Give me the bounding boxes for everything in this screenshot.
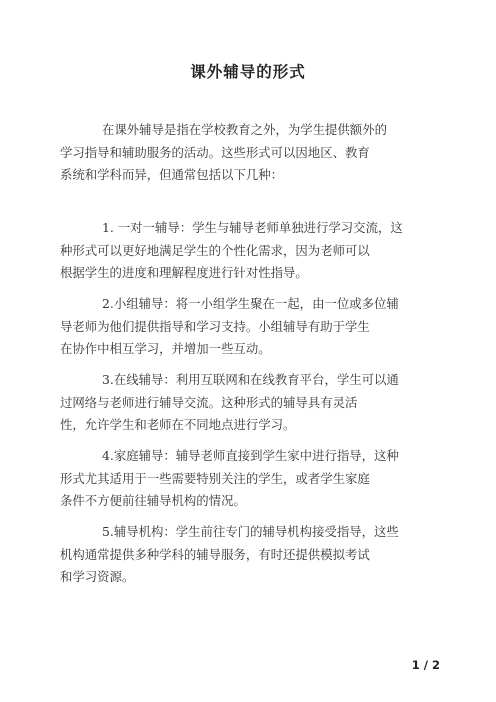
item-line: 根据学生的进度和理解程度进行针对性指导。 <box>60 265 308 280</box>
document-title: 课外辅导的形式 <box>190 63 306 81</box>
item-line: 和学习资源。 <box>60 569 135 584</box>
intro-line: 系统和学科而异，但通常包括以下几种： <box>60 167 284 182</box>
list-item-online <box>60 369 440 437</box>
item-line: 过网络与老师进行辅导交流。这种形式的辅导具有灵活 <box>60 394 358 410</box>
item-line: 形式尤其适用于一些需要特别关注的学生，或者学生家庭 <box>60 470 370 486</box>
item-line: 3.在线辅导：利用互联网和在线教育平台，学生可以通 <box>102 372 399 387</box>
item-line: 在协作中相互学习，并增加一些互动。 <box>60 341 271 356</box>
item-line: 4.家庭辅导：辅导老师直接到学生家中进行指导，这种 <box>102 448 399 463</box>
list-item-one-on-one <box>60 217 440 285</box>
list-item-home <box>60 445 440 513</box>
intro-line: 学习指导和辅助服务的活动。这些形式可以因地区、教育 <box>60 144 370 160</box>
item-line: 1. 一对一辅导：学生与辅导老师单独进行学习交流，这 <box>102 220 403 235</box>
item-line: 性，允许学生和老师在不同地点进行学习。 <box>60 417 296 432</box>
item-line: 种形式可以更好地满足学生的个性化需求，因为老师可以 <box>60 242 370 258</box>
item-line: 2.小组辅导：将一小组学生聚在一起，由一位或多位辅 <box>102 296 399 311</box>
item-line: 5.辅导机构：学生前往专门的辅导机构接受指导，这些 <box>102 524 399 539</box>
list-item-institution <box>60 521 440 589</box>
item-line: 导老师为他们提供指导和学习支持。小组辅导有助于学生 <box>60 318 370 334</box>
page-indicator: 1 / 2 <box>411 658 440 672</box>
intro-line: 在课外辅导是指在学校教育之外，为学生提供额外的 <box>102 122 387 137</box>
intro-paragraph <box>60 119 440 187</box>
item-line: 机构通常提供多种学科的辅导服务，有时还提供模拟考试 <box>60 546 370 562</box>
item-line: 条件不方便前往辅导机构的情况。 <box>60 493 246 508</box>
list-item-group <box>60 293 440 361</box>
